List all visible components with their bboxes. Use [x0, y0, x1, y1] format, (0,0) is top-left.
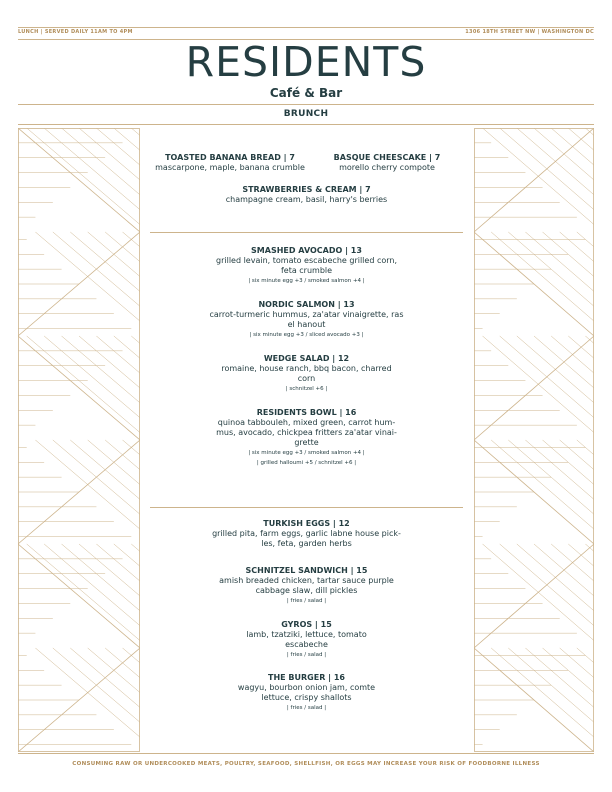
- item-description: cabbage slaw, dill pickles: [255, 586, 358, 595]
- top-bar: [18, 27, 594, 37]
- item-addons: | six minute egg +3 / smoked salmon +4 |: [248, 450, 365, 456]
- item-description: lamb, tzatziki, lettuce, tomato: [246, 630, 367, 639]
- menu-item: [190, 519, 423, 549]
- menu-item: [150, 185, 463, 205]
- menu-item: [190, 620, 423, 660]
- item-name: THE BURGER | 16: [268, 673, 345, 682]
- item-description: romaine, house ranch, bbq bacon, charred: [221, 364, 392, 373]
- menu-item: [190, 566, 423, 606]
- item-description: grilled pita, farm eggs, garlic labne house pick-: [212, 529, 401, 538]
- item-description: corn: [297, 374, 316, 383]
- menu-item: [190, 408, 423, 468]
- menu-item: [190, 673, 423, 713]
- restaurant-subtitle: Café & Bar: [269, 86, 343, 100]
- item-name: STRAWBERRIES & CREAM | 7: [242, 185, 371, 194]
- item-description: les, feta, garden herbs: [261, 539, 352, 548]
- item-addons: | fries / salad |: [286, 705, 327, 711]
- health-disclaimer: CONSUMING RAW OR UNDERCOOKED MEATS, POULTRY, SEAFOOD, SHELLFISH, OR EGGS MAY INCREASE YOUR RISK OF FOODBORNE ILLNESS: [72, 761, 540, 767]
- section-title: BRUNCH: [283, 109, 329, 119]
- item-description: escabeche: [285, 640, 328, 649]
- item-name: TURKISH EGGS | 12: [263, 519, 350, 528]
- section-divider: [150, 507, 463, 508]
- menu-item: [190, 354, 423, 394]
- item-description: feta crumble: [280, 266, 333, 275]
- item-addons: | six minute egg +3 / smoked salmon +4 |: [248, 278, 365, 284]
- item-name: TOASTED BANANA BREAD | 7: [165, 153, 295, 162]
- footer-rule: [18, 753, 594, 754]
- menu-item: [190, 300, 423, 340]
- item-name: NORDIC SALMON | 13: [258, 300, 355, 309]
- item-name: SMASHED AVOCADO | 13: [251, 246, 362, 255]
- top-rule: [18, 27, 594, 28]
- section-rule-bottom: [18, 124, 594, 125]
- item-name: GYROS | 15: [281, 620, 332, 629]
- item-addons: | fries / salad |: [286, 598, 327, 604]
- menu-item: [190, 246, 423, 286]
- service-hours: LUNCH | SERVED DAILY 11AM TO 4PM: [18, 29, 133, 35]
- right-geometric-pattern: [474, 128, 594, 752]
- item-name: WEDGE SALAD | 12: [263, 354, 350, 363]
- item-description: quinoa tabbouleh, mixed green, carrot hum-: [217, 418, 396, 427]
- item-description: lettuce, crispy shallots: [261, 693, 352, 702]
- item-name: BASQUE CHEESCAKE | 7: [333, 153, 441, 162]
- item-addons: | grilled halloumi +5 / schnitzel +6 |: [256, 460, 357, 466]
- item-description: el hanout: [287, 320, 326, 329]
- item-description: mascarpone, maple, banana crumble: [155, 163, 305, 172]
- section-rule-top: [18, 104, 594, 105]
- section-divider: [150, 232, 463, 233]
- item-addons: | schnitzel +6 |: [285, 386, 328, 392]
- menu-item: [314, 153, 460, 173]
- item-description: carrot-turmeric hummus, za'atar vinaigrette, ras: [209, 310, 404, 319]
- menu-item: [150, 153, 310, 173]
- address: 1306 18TH STREET NW | WASHINGTON DC: [465, 29, 594, 35]
- item-description: wagyu, bourbon onion jam, comte: [237, 683, 376, 692]
- item-addons: | fries / salad |: [286, 652, 327, 658]
- item-description: grette: [294, 438, 319, 447]
- item-description: grilled levain, tomato escabeche grilled corn,: [216, 256, 397, 265]
- item-description: mus, avocado, chickpea fritters za'atar vinai-: [216, 428, 397, 437]
- left-geometric-pattern: [18, 128, 140, 752]
- item-description: champagne cream, basil, harry's berries: [225, 195, 388, 204]
- restaurant-name: RESIDENTS: [185, 38, 427, 86]
- item-description: amish breaded chicken, tartar sauce purple: [219, 576, 394, 585]
- item-description: morello cherry compote: [339, 163, 435, 172]
- item-name: SCHNITZEL SANDWICH | 15: [245, 566, 368, 575]
- item-addons: | six minute egg +3 / sliced avocado +3 |: [249, 332, 364, 338]
- item-name: RESIDENTS BOWL | 16: [256, 408, 357, 417]
